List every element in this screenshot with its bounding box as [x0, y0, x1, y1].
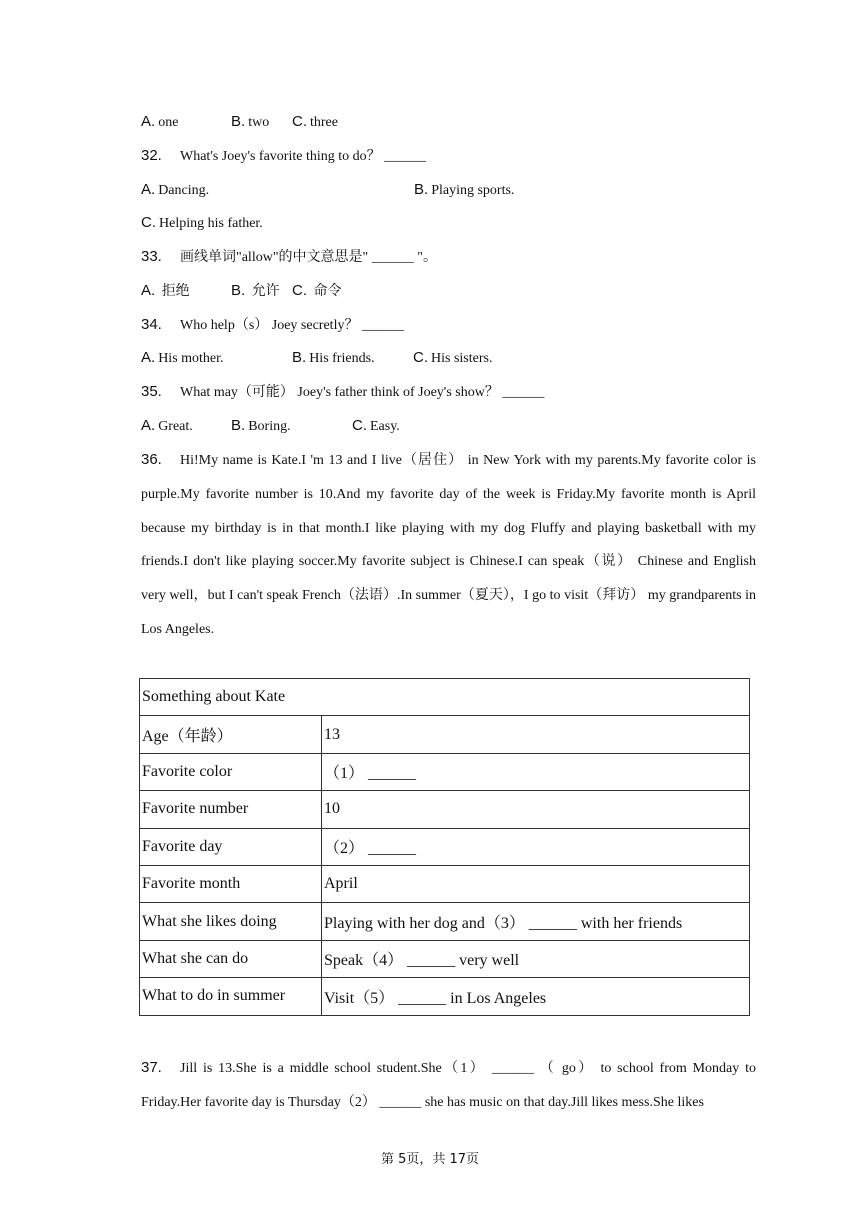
row-value: 13: [322, 716, 750, 753]
q31-option-b: B. two: [231, 113, 270, 130]
row-label: Age（年龄）: [140, 716, 322, 753]
row-label: Favorite day: [140, 828, 322, 865]
table-row: [140, 903, 750, 940]
row-label: Favorite color: [140, 753, 322, 790]
q32-option-a: A. Dancing.: [141, 181, 210, 198]
row-label: What she can do: [140, 940, 322, 977]
row-value: April: [322, 865, 750, 902]
q35-option-c: C. Easy.: [352, 417, 400, 434]
table-row: [140, 828, 750, 865]
q33-option-b: B. 允许: [231, 282, 280, 299]
table-row: [140, 865, 750, 902]
table-row: [140, 978, 750, 1015]
q32-option-b: B. Playing sports.: [414, 181, 515, 198]
q33-option-c: C. 命令: [292, 282, 342, 299]
q32-option-c: C. Helping his father.: [141, 214, 263, 231]
table-header-row: [140, 679, 750, 716]
q32-question: 32. What's Joey's favorite thing to do？ ______: [141, 147, 427, 164]
q35-question: 35. What may（可能） Joey's father think of Joey's show？ ______: [141, 383, 545, 400]
row-value: Playing with her dog and（3） ______ with her friends: [322, 903, 750, 940]
q34-question: 34. Who help（s） Joey secretly？ ______: [141, 316, 404, 333]
page-footer: 第 5页，共 17页: [380, 1152, 480, 1167]
q35-option-a: A. Great.: [141, 417, 193, 434]
q31-option-a: A. one: [141, 113, 179, 130]
table-row: [140, 716, 750, 753]
table-row: [140, 791, 750, 828]
row-label: What she likes doing: [140, 903, 322, 940]
row-label: Favorite number: [140, 791, 322, 828]
table-header: Something about Kate: [140, 679, 750, 716]
row-value: Visit（5） ______ in Los Angeles: [322, 978, 750, 1015]
row-value: （1） ______: [322, 753, 750, 790]
row-label: What to do in summer: [140, 978, 322, 1015]
q34-option-c: C. His sisters.: [413, 349, 493, 366]
table-row: [140, 940, 750, 977]
q36-passage: 36. Hi!My name is Kate.I 'm 13 and I live（居住） in New York with my parents.My favorite color is purple.My favorite number is 10.And my favorite day of the week is Friday.My favorite month is April because my birthday is in that month.I like playing with my dog Fluffy and playing basketball with my friends.I don't like playing soccer.My favorite subject is Chinese.I can speak（说） Chinese and English very well，but I can't speak French（法语）.In summer（夏天），I go to visit（拜访） my grandparents in Los Angeles.: [141, 451, 756, 637]
q33-option-a: A. 拒绝: [141, 282, 190, 299]
row-value: Speak（4） ______ very well: [322, 940, 750, 977]
q34-option-b: B. His friends.: [292, 349, 375, 366]
q35-option-b: B. Boring.: [231, 417, 291, 434]
q33-question: 33. 画线单词"allow"的中文意思是" ______ "。: [141, 248, 437, 265]
q34-option-a: A. His mother.: [141, 349, 224, 366]
q31-option-c: C. three: [292, 113, 338, 130]
kate-info-table: [139, 678, 750, 1016]
row-label: Favorite month: [140, 865, 322, 902]
q37-passage: 37. Jill is 13.She is a middle school student.She（1） ______ （ go） to school from Monday to Friday.Her favorite day is Thursday（2） ______ she has music on that day.Jill likes mess.She likes: [141, 1059, 756, 1110]
table-row: [140, 753, 750, 790]
row-value: （2） ______: [322, 828, 750, 865]
row-value: 10: [322, 791, 750, 828]
